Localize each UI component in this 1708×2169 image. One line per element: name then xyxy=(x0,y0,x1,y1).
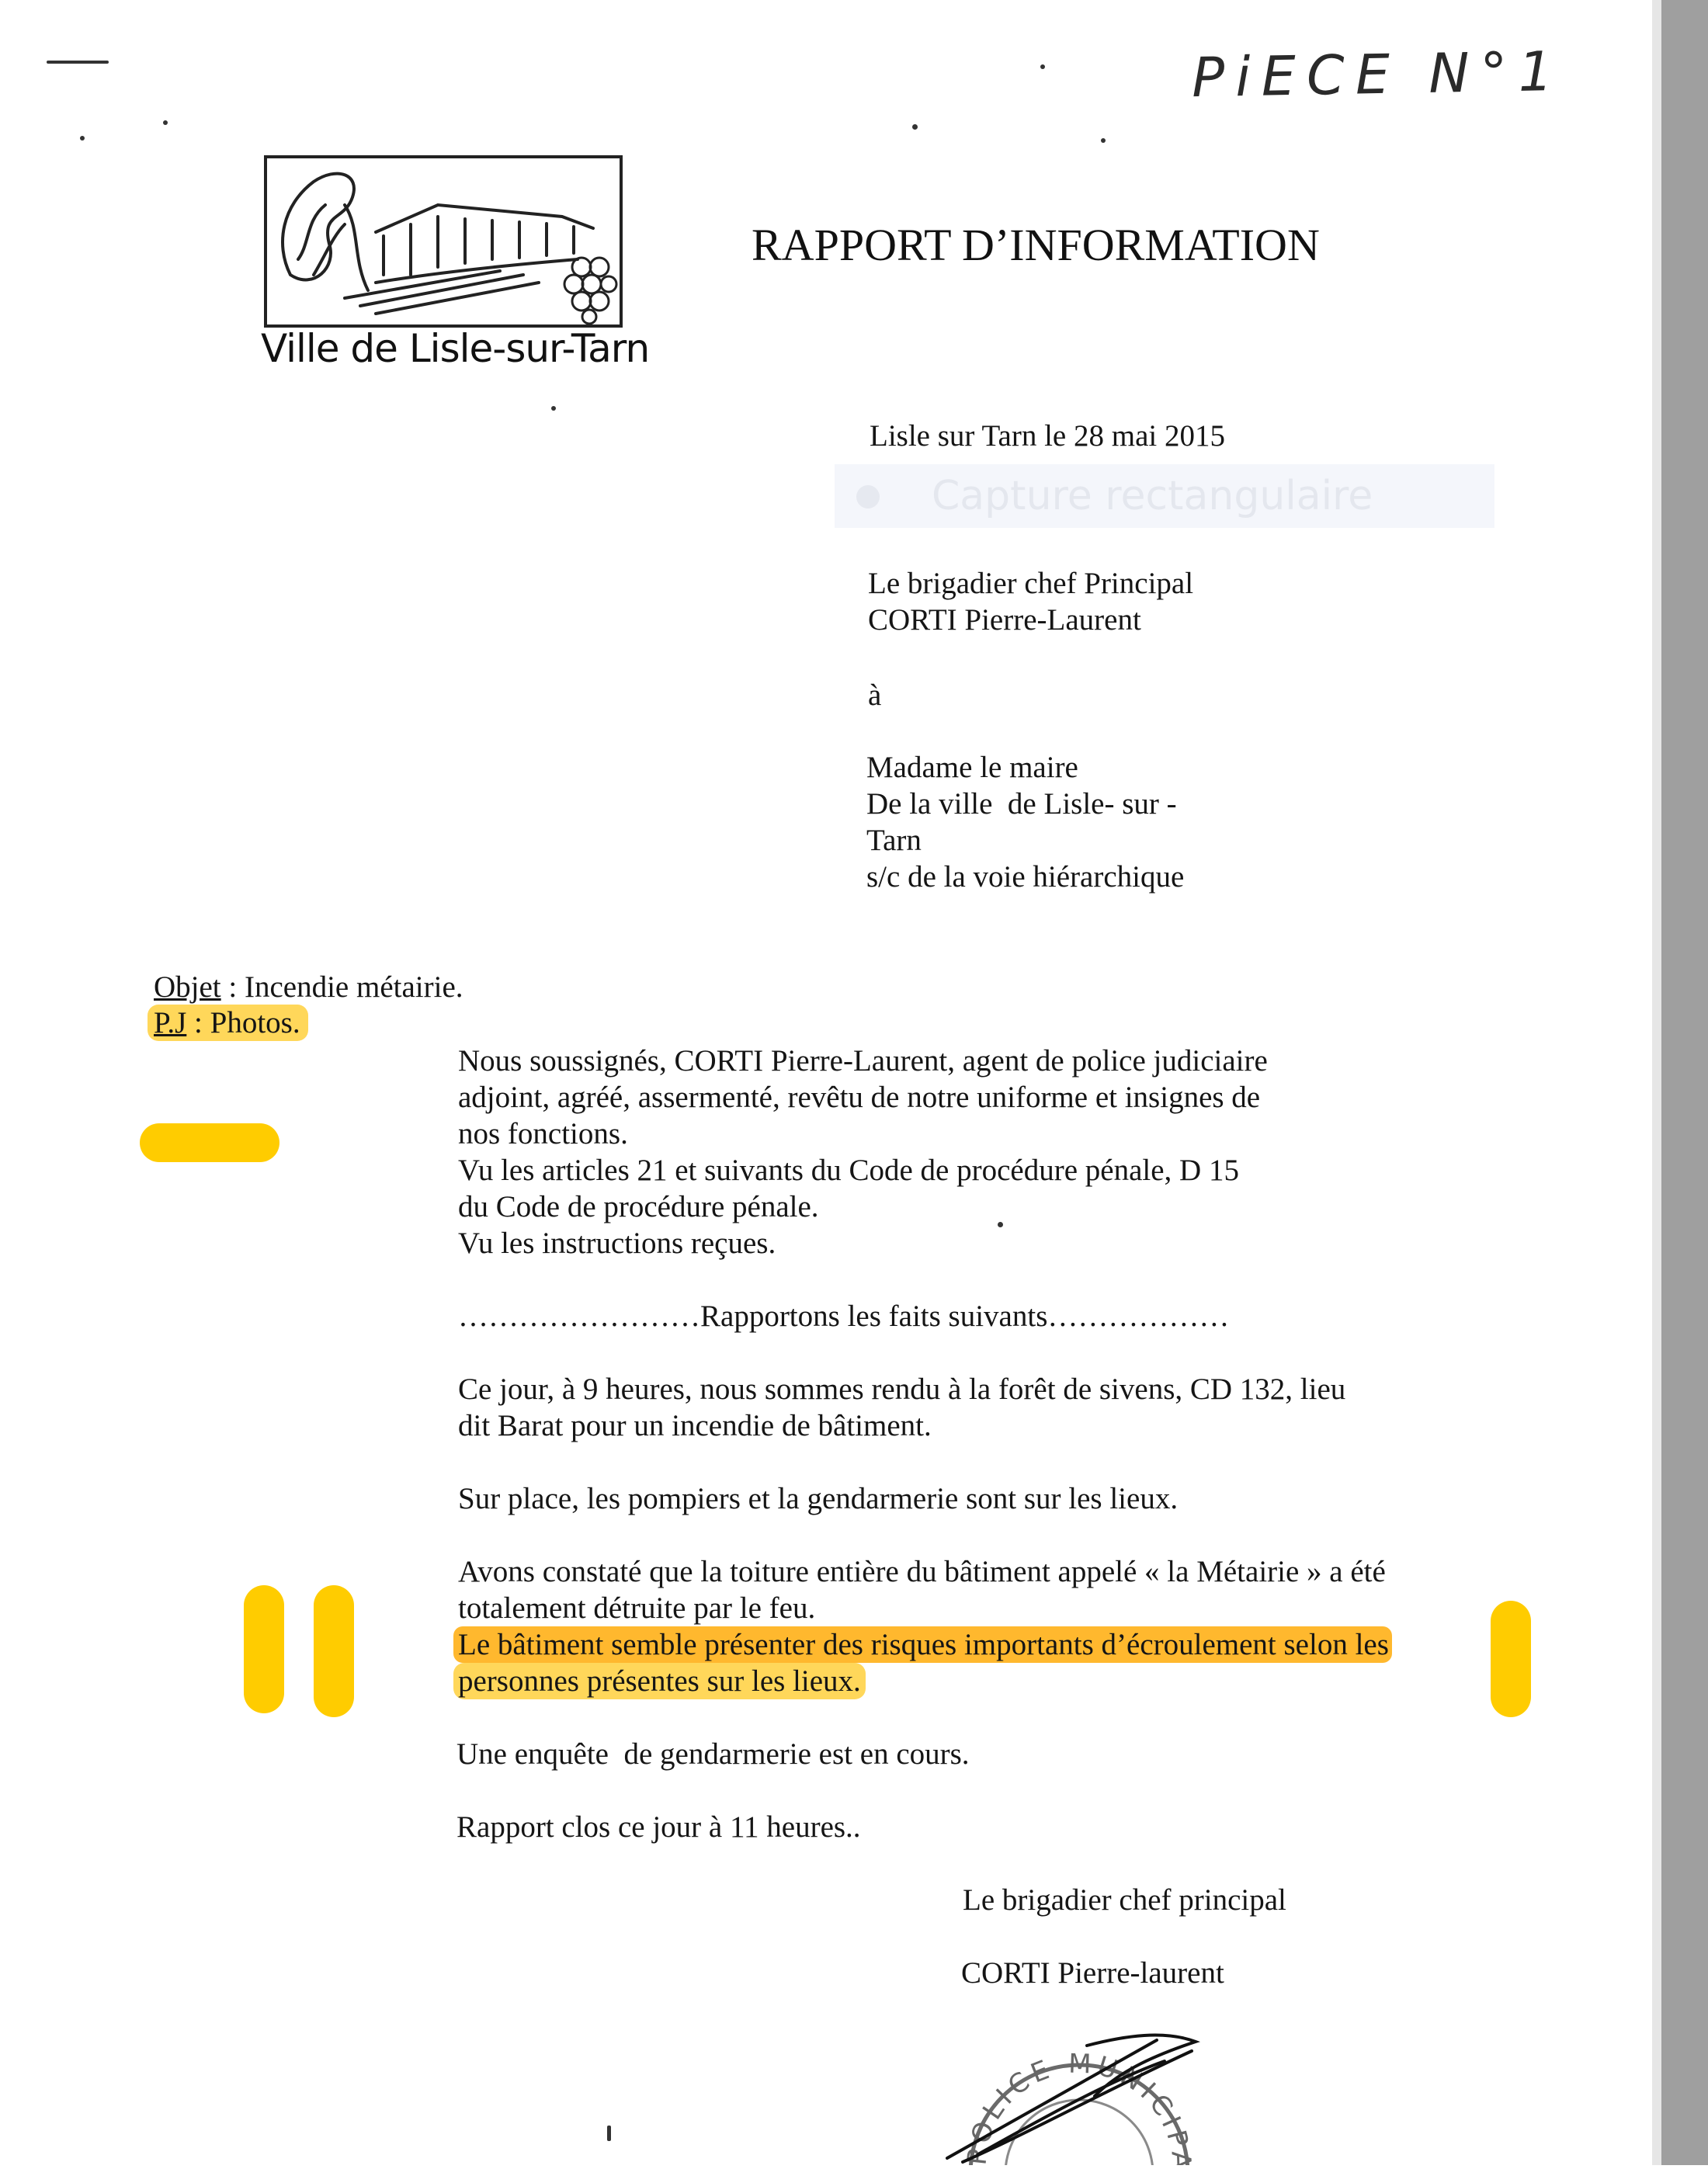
capture-overlay xyxy=(835,464,1494,528)
body-line: nos fonctions. xyxy=(458,1117,628,1150)
body-line: du Code de procédure pénale. xyxy=(458,1190,819,1223)
highlighted-body-line: Le bâtiment semble présenter des risques importants d’écroulement selon les xyxy=(453,1626,1392,1663)
scan-speck xyxy=(998,1222,1003,1227)
scan-speck xyxy=(912,124,918,130)
sender-name: CORTI Pierre-Laurent xyxy=(868,603,1141,637)
date-line: Lisle sur Tarn le 28 mai 2015 xyxy=(870,419,1225,453)
capture-overlay-label: Capture rectangulaire xyxy=(932,473,1373,519)
sender-title: Le brigadier chef Principal xyxy=(868,567,1194,600)
official-stamp xyxy=(932,2018,1242,2165)
attachment-text: : Photos. xyxy=(186,1006,300,1039)
scan-speck xyxy=(1040,64,1045,69)
body-line: Ce jour, à 9 heures, nous sommes rendu à la forêt de sivens, CD 132, lieu xyxy=(458,1373,1346,1406)
scan-speck xyxy=(607,2126,611,2141)
body-line: Vu les articles 21 et suivants du Code de procédure pénale, D 15 xyxy=(458,1154,1239,1187)
stamp-graphic xyxy=(932,2018,1242,2165)
document-title: RAPPORT D’INFORMATION xyxy=(752,220,1320,270)
town-name-caption: Ville de Lisle-sur-Tarn xyxy=(261,326,650,371)
signature-name: CORTI Pierre-laurent xyxy=(961,1956,1224,1990)
recipient-line: s/c de la voie hiérarchique xyxy=(866,860,1185,894)
town-logo-illustration xyxy=(267,158,620,324)
subject-text: : Incendie métairie. xyxy=(220,970,463,1004)
yellow-marker-stroke xyxy=(140,1123,279,1162)
scan-speck xyxy=(80,136,85,141)
body-line: totalement détruite par le feu. xyxy=(458,1591,816,1625)
body-line: Avons constaté que la toiture entière du bâtiment appelé « la Métairie » a été xyxy=(458,1555,1386,1588)
signature-title: Le brigadier chef principal xyxy=(963,1883,1286,1917)
page-edge xyxy=(1652,0,1661,2165)
attachment-line xyxy=(148,1005,308,1041)
body-line: dit Barat pour un incendie de bâtiment. xyxy=(458,1409,932,1442)
town-logo xyxy=(264,155,623,328)
highlighted-body-line: personnes présentes sur les lieux. xyxy=(453,1663,866,1699)
yellow-marker-stroke xyxy=(314,1585,354,1717)
recipient-line: Tarn xyxy=(866,824,922,857)
body-line: adjoint, agréé, assermenté, revêtu de notre uniforme et insignes de xyxy=(458,1081,1261,1114)
scan-speck xyxy=(47,61,109,64)
recipient-line: Madame le maire xyxy=(866,751,1078,784)
addressed-to: à xyxy=(868,678,882,712)
body-line: Vu les instructions reçues. xyxy=(458,1227,776,1260)
yellow-marker-stroke xyxy=(1491,1601,1531,1717)
scan-speck xyxy=(163,120,168,125)
viewer-sidebar xyxy=(1661,0,1708,2165)
subject-line xyxy=(154,969,463,1005)
recipient-line: De la ville de Lisle- sur - xyxy=(866,787,1177,821)
stamp-text: POLICE MUNICIPA xyxy=(961,2048,1197,2165)
scan-speck xyxy=(1101,138,1106,143)
body-line: Sur place, les pompiers et la gendarmerie sont sur les lieux. xyxy=(458,1482,1179,1515)
scan-speck xyxy=(551,406,556,411)
attachment-label: P.J xyxy=(154,1006,187,1039)
body-line: Une enquête de gendarmerie est en cours. xyxy=(457,1737,970,1771)
subject-label: Objet xyxy=(154,970,221,1004)
handwritten-piece-number: PiECE N°1 xyxy=(1191,39,1564,110)
facts-header: ……………………Rapportons les faits suivants……………… xyxy=(458,1300,1230,1333)
body-line: Nous soussignés, CORTI Pierre-Laurent, agent de police judiciaire xyxy=(458,1044,1268,1078)
body-line: Rapport clos ce jour à 11 heures.. xyxy=(457,1810,861,1844)
capture-overlay-icon xyxy=(856,485,880,508)
yellow-marker-stroke xyxy=(244,1585,284,1713)
